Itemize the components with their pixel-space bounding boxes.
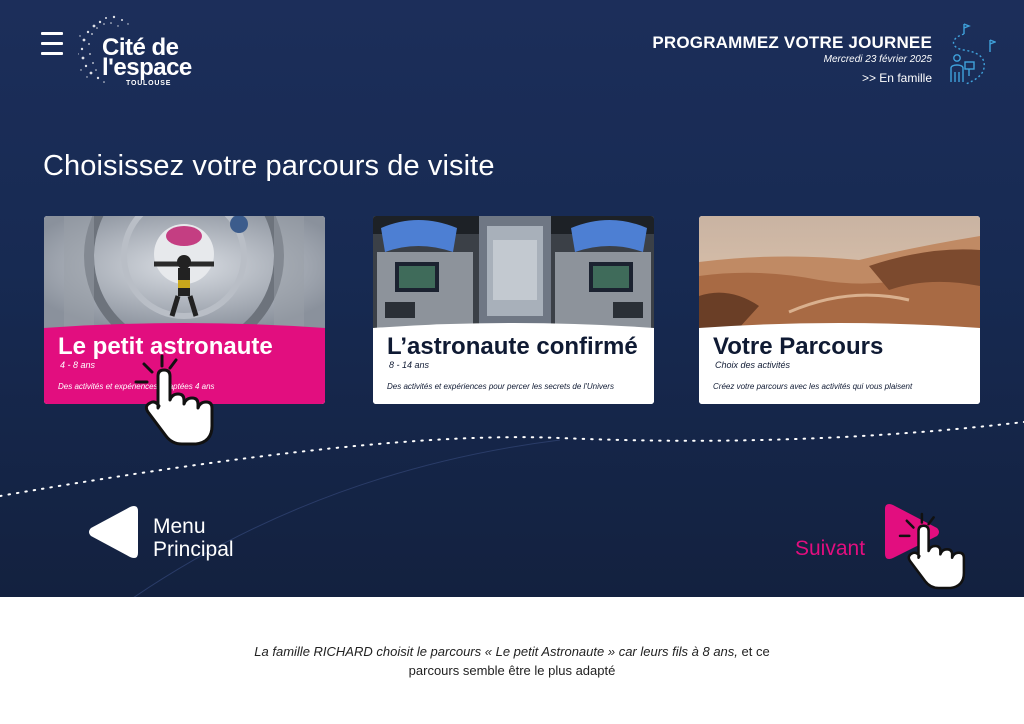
tap-hand-icon [895, 508, 979, 594]
next-label: Suivant [795, 537, 866, 560]
scenario-caption [0, 643, 1024, 681]
card-ages: 8 - 14 ans [389, 360, 430, 370]
card-votre-parcours[interactable] [699, 216, 980, 404]
card-description: Créez votre parcours avec les activités qui vous plaisent [713, 382, 913, 391]
cite-de-l-espace-logo [78, 14, 208, 94]
program-title: PROGRAMMEZ VOTRE JOURNEE [652, 33, 932, 52]
card-title: Le petit astronaute [58, 333, 273, 360]
route-flags-person-icon [940, 20, 996, 86]
card-ages: 4 - 8 ans [60, 360, 96, 370]
card-band [699, 322, 980, 404]
space-station-image [44, 216, 325, 328]
logo-line-1: Cité de [102, 34, 179, 61]
cockpit-simulator-image [373, 216, 654, 328]
program-header [652, 33, 932, 85]
mars-landscape-image [699, 216, 980, 328]
card-title: Votre Parcours [713, 333, 884, 360]
back-label-line-2: Principal [153, 537, 234, 561]
program-date: Mercredi 23 février 2025 [823, 54, 932, 65]
logo-line-3: TOULOUSE [126, 80, 172, 87]
card-description: Des activités et expériences pour percer les secrets de l'Univers [387, 382, 614, 391]
card-title: L’astronaute confirmé [387, 333, 638, 360]
hamburger-menu-icon[interactable] [41, 32, 63, 56]
back-label-line-1: Menu [153, 515, 206, 538]
tap-hand-icon [130, 350, 230, 450]
back-arrow-icon [86, 503, 140, 561]
card-description: Des activités et expériences adaptées 4 ans [58, 382, 215, 391]
logo-line-2: l'espace [102, 54, 192, 81]
card-band [373, 322, 654, 404]
caption-regular: et ce parcours semble être le plus adapté [408, 644, 770, 678]
back-label [153, 516, 234, 561]
back-button[interactable] [86, 503, 234, 566]
card-ages: Choix des activités [715, 360, 791, 370]
caption-italic: La famille RICHARD choisit le parcours « Le petit Astronaute » car leurs fils à 8 ans, [254, 644, 738, 659]
program-profile: >> En famille [861, 71, 932, 85]
card-astronaute-confirme[interactable] [373, 216, 654, 404]
page-title: Choisissez votre parcours de visite [43, 150, 495, 182]
